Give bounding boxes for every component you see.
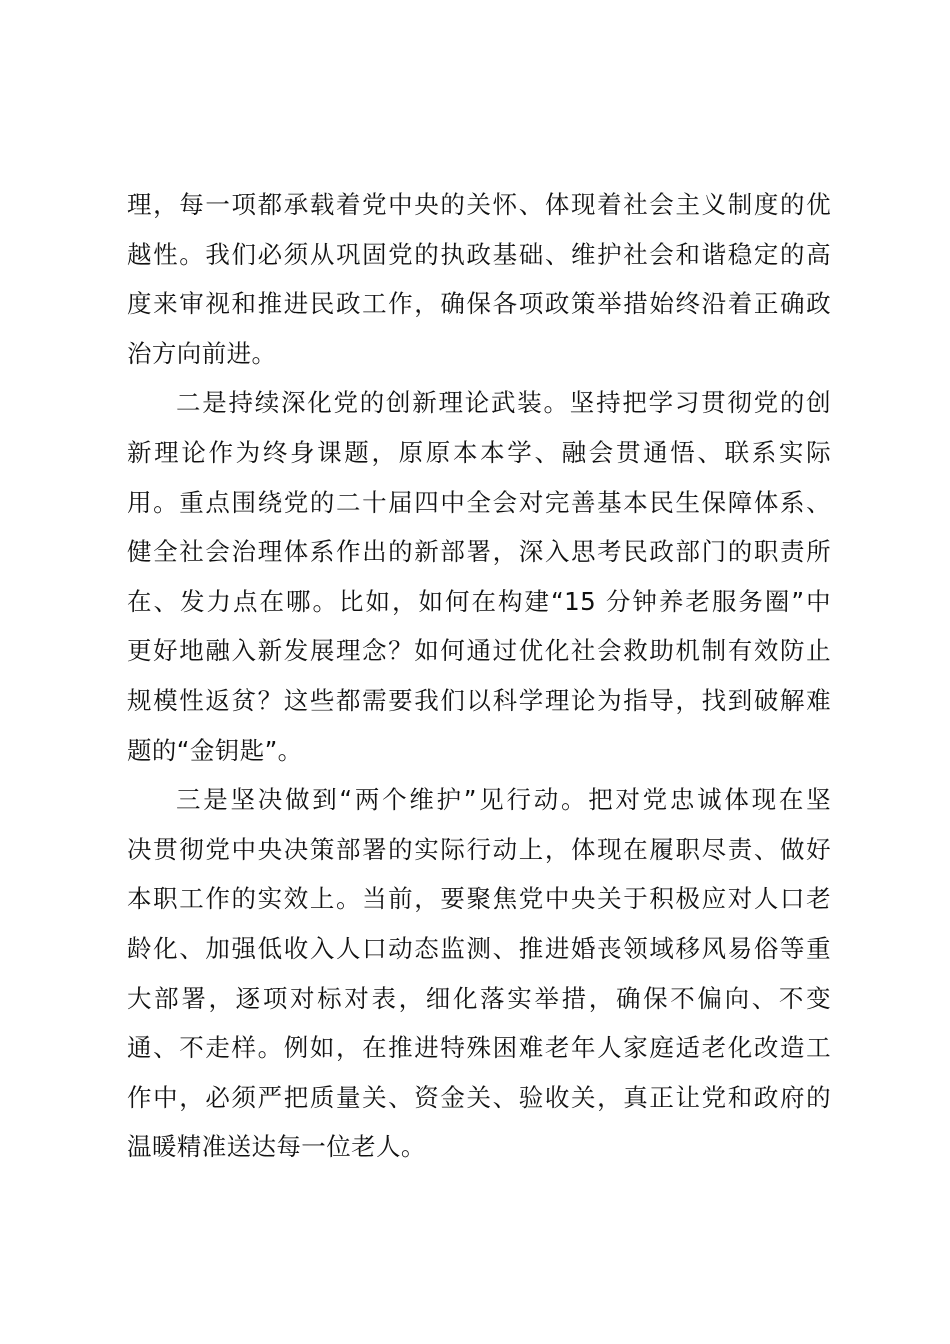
text-line: 治方向前进。 bbox=[127, 338, 277, 368]
text-line: 三是坚决做到“两个维护”见行动。把对党忠诚体现在坚 bbox=[176, 785, 831, 815]
text-line: 在、发力点在哪。比如，如何在构建“15 分钟养老服务圈”中 bbox=[127, 586, 831, 616]
text-line: 本职工作的实效上。当前，要聚焦党中央关于积极应对人口老 bbox=[127, 884, 831, 914]
paragraph-2 bbox=[127, 378, 831, 775]
text-line: 新理论作为终身课题，原原本本学、融会贯通悟、联系实际 bbox=[127, 437, 831, 467]
text-line: 作中，必须严把质量关、资金关、验收关，真正让党和政府的 bbox=[127, 1082, 831, 1112]
text-line: 度来审视和推进民政工作，确保各项政策举措始终沿着正确政 bbox=[127, 289, 831, 319]
text-line: 用。重点围绕党的二十届四中全会对完善基本民生保障体系、 bbox=[127, 487, 831, 517]
text-line: 更好地融入新发展理念？如何通过优化社会救助机制有效防止 bbox=[127, 636, 831, 666]
text-line: 规模性返贫？这些都需要我们以科学理论为指导，找到破解难 bbox=[127, 685, 831, 715]
text-line: 大部署，逐项对标对表，细化落实举措，确保不偏向、不变 bbox=[127, 983, 831, 1013]
text-line: 通、不走样。例如，在推进特殊困难老年人家庭适老化改造工 bbox=[127, 1033, 831, 1063]
paragraph-3 bbox=[127, 775, 831, 1172]
text-line: 温暖精准送达每一位老人。 bbox=[127, 1132, 426, 1162]
text-line: 健全社会治理体系作出的新部署，深入思考民政部门的职责所 bbox=[127, 537, 831, 567]
text-line: 二是持续深化党的创新理论武装。坚持把学习贯彻党的创 bbox=[176, 388, 831, 418]
text-line: 龄化、加强低收入人口动态监测、推进婚丧领域移风易俗等重 bbox=[127, 933, 831, 963]
text-line: 题的“金钥匙”。 bbox=[127, 735, 303, 765]
text-line: 决贯彻党中央决策部署的实际行动上，体现在履职尽责、做好 bbox=[127, 834, 831, 864]
paragraph-1 bbox=[127, 180, 831, 378]
text-line: 越性。我们必须从巩固党的执政基础、维护社会和谐稳定的高 bbox=[127, 239, 831, 269]
text-line: 理，每一项都承载着党中央的关怀、体现着社会主义制度的优 bbox=[127, 190, 831, 219]
document-body bbox=[127, 180, 831, 1172]
